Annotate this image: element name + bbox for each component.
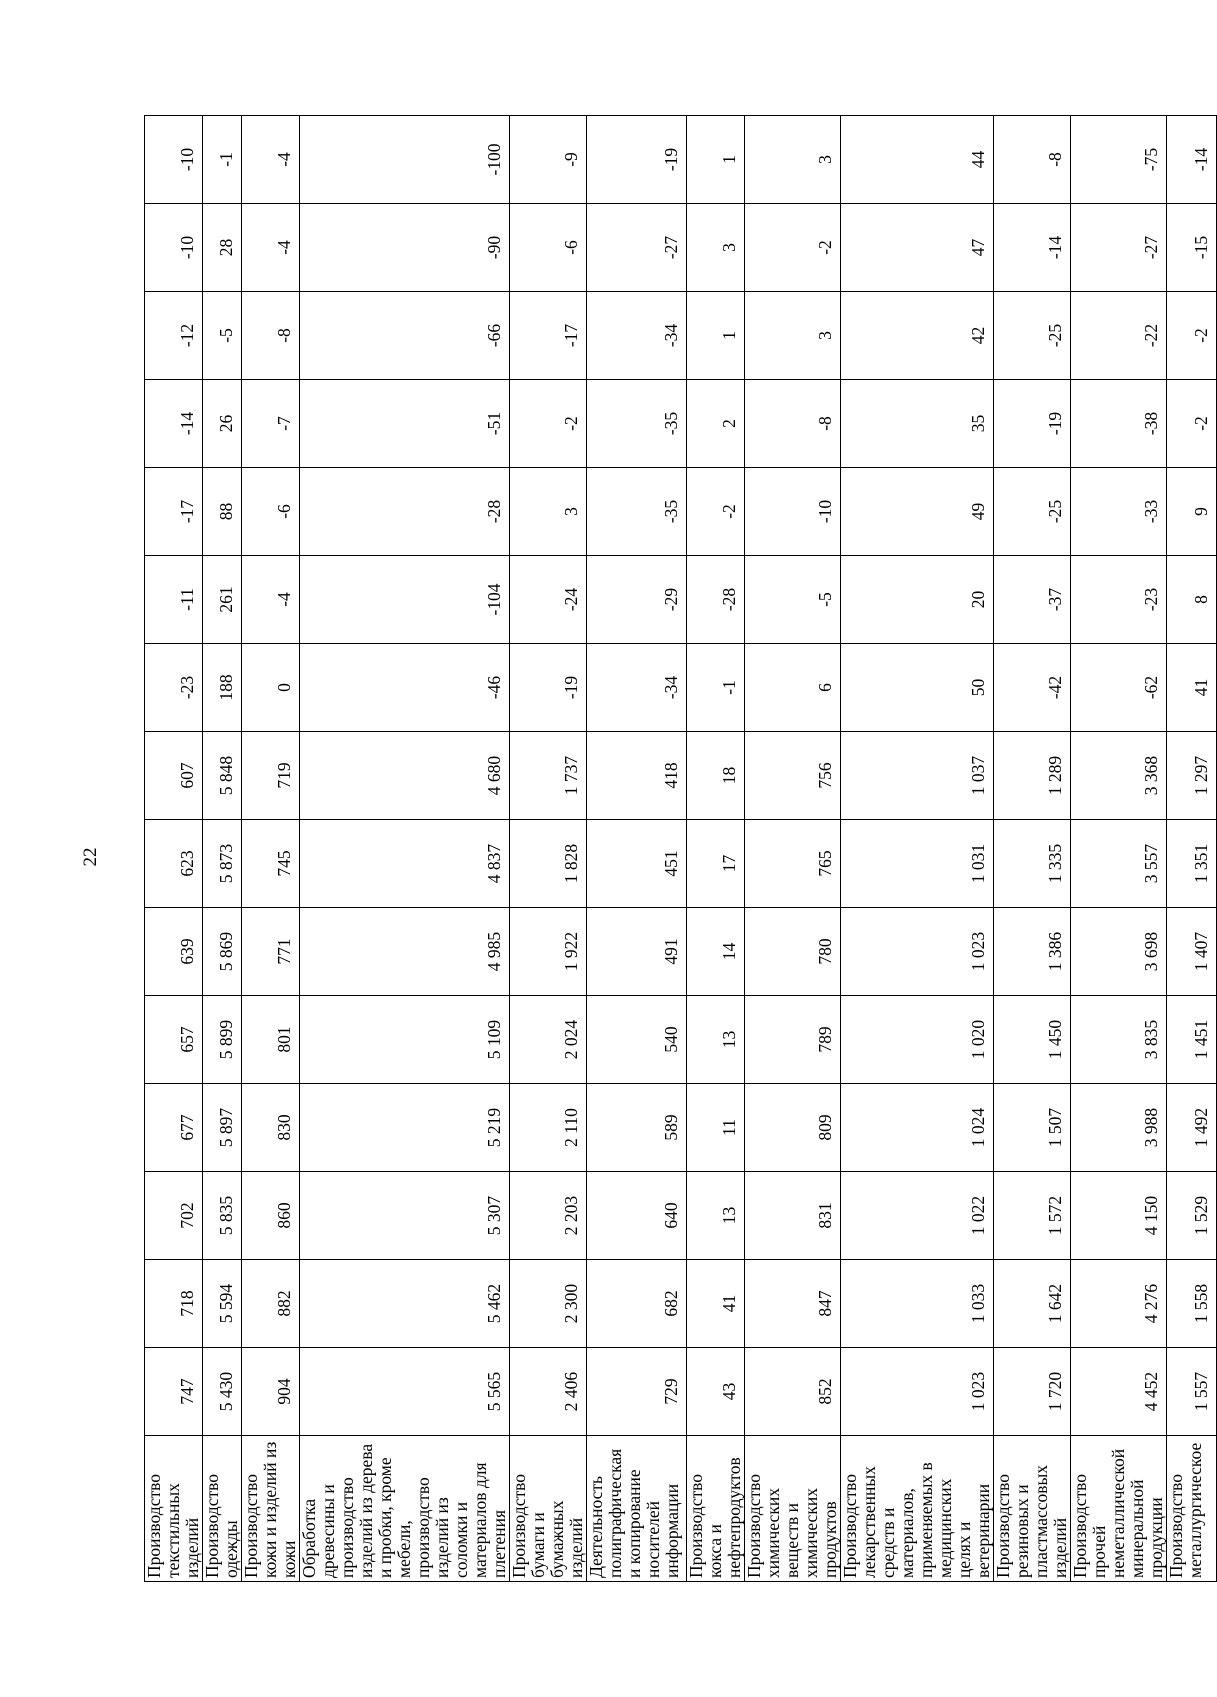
table-cell: 3 557 — [1071, 820, 1167, 908]
table-cell: 2 110 — [510, 1084, 587, 1172]
table-cell: 26 — [203, 380, 242, 468]
table-cell: 5 219 — [300, 1084, 510, 1172]
table-cell: 451 — [587, 820, 687, 908]
table-cell: 41 — [687, 1260, 745, 1348]
row-label: Производство металлургическое — [1167, 1436, 1217, 1582]
table-cell: -12 — [145, 292, 203, 380]
table-cell: 3 — [745, 116, 841, 204]
table-cell: -23 — [1071, 556, 1167, 644]
table-cell: 801 — [242, 996, 300, 1084]
table-cell: -8 — [994, 116, 1071, 204]
table-cell: 3 — [745, 292, 841, 380]
table-cell: -8 — [745, 380, 841, 468]
table-cell: -5 — [745, 556, 841, 644]
table-cell: 1 033 — [841, 1260, 994, 1348]
table-cell: -17 — [145, 468, 203, 556]
table-cell: 1 335 — [994, 820, 1071, 908]
table-row — [1071, 116, 1167, 1582]
table-cell: 28 — [203, 204, 242, 292]
table-cell: -2 — [687, 468, 745, 556]
table-cell: 5 899 — [203, 996, 242, 1084]
table-cell: 623 — [145, 820, 203, 908]
table-cell: -2 — [1167, 380, 1217, 468]
table-cell: -38 — [1071, 380, 1167, 468]
table-cell: -42 — [994, 644, 1071, 732]
table-row — [587, 116, 687, 1582]
table-cell: 5 565 — [300, 1348, 510, 1436]
table-cell: 3 — [510, 468, 587, 556]
table-cell: 607 — [145, 732, 203, 820]
table-cell: 2 — [687, 380, 745, 468]
table-cell: -25 — [994, 468, 1071, 556]
table-cell: 5 869 — [203, 908, 242, 996]
table-cell: 1 — [687, 292, 745, 380]
table-cell: -2 — [510, 380, 587, 468]
table-cell: -28 — [687, 556, 745, 644]
table-cell: 17 — [687, 820, 745, 908]
table-cell: 41 — [1167, 644, 1217, 732]
table-cell: 5 462 — [300, 1260, 510, 1348]
table-cell: 882 — [242, 1260, 300, 1348]
table-cell: -11 — [145, 556, 203, 644]
row-label: Производство кожи и изделий из кожи — [242, 1436, 300, 1582]
table-cell: 49 — [841, 468, 994, 556]
table-cell: -2 — [745, 204, 841, 292]
table-cell: -51 — [300, 380, 510, 468]
table-cell: -1 — [203, 116, 242, 204]
table-cell: -17 — [510, 292, 587, 380]
table-cell: -75 — [1071, 116, 1167, 204]
table-cell: -23 — [145, 644, 203, 732]
table-cell: 1 023 — [841, 908, 994, 996]
table-cell: -34 — [587, 292, 687, 380]
table-cell: -27 — [1071, 204, 1167, 292]
table-cell: 35 — [841, 380, 994, 468]
table-cell: 719 — [242, 732, 300, 820]
table-cell: 1 720 — [994, 1348, 1071, 1436]
table-cell: 1 737 — [510, 732, 587, 820]
row-label: Производство текстильных изделий — [145, 1436, 203, 1582]
table-cell: 852 — [745, 1348, 841, 1436]
table-cell: 3 835 — [1071, 996, 1167, 1084]
table-cell: -33 — [1071, 468, 1167, 556]
table-cell: 50 — [841, 644, 994, 732]
table-cell: 657 — [145, 996, 203, 1084]
table-cell: 4 837 — [300, 820, 510, 908]
page-number: 22 — [80, 847, 101, 867]
table-row — [745, 116, 841, 1582]
table-cell: -24 — [510, 556, 587, 644]
table-cell: 860 — [242, 1172, 300, 1260]
table-cell: -4 — [242, 204, 300, 292]
table-cell: -6 — [242, 468, 300, 556]
table-cell: 261 — [203, 556, 242, 644]
table-cell: -4 — [242, 556, 300, 644]
table-cell: 44 — [841, 116, 994, 204]
table-cell: 11 — [687, 1084, 745, 1172]
table-cell: 3 — [687, 204, 745, 292]
table-cell: 5 848 — [203, 732, 242, 820]
table-cell: 682 — [587, 1260, 687, 1348]
table-cell: 8 — [1167, 556, 1217, 644]
table-cell: -29 — [587, 556, 687, 644]
table-cell: 13 — [687, 1172, 745, 1260]
table-cell: -34 — [587, 644, 687, 732]
table-cell: 747 — [145, 1348, 203, 1436]
table-row — [300, 116, 510, 1582]
table-cell: 1 492 — [1167, 1084, 1217, 1172]
table-cell: -5 — [203, 292, 242, 380]
table-cell: 1 572 — [994, 1172, 1071, 1260]
table-cell: 589 — [587, 1084, 687, 1172]
table-cell: 809 — [745, 1084, 841, 1172]
table-cell: -19 — [510, 644, 587, 732]
table-cell: -14 — [1167, 116, 1217, 204]
row-label: Обработка древесины и производство изделий из дерева и пробки, кроме мебели, производство изделий из соломки и материалов для плетения — [300, 1436, 510, 1582]
table-cell: 1 828 — [510, 820, 587, 908]
table-cell: 789 — [745, 996, 841, 1084]
table-cell: 1 557 — [1167, 1348, 1217, 1436]
table-cell: 3 988 — [1071, 1084, 1167, 1172]
table-cell: -8 — [242, 292, 300, 380]
table-cell: 5 430 — [203, 1348, 242, 1436]
table-cell: 1 450 — [994, 996, 1071, 1084]
table-cell: 4 985 — [300, 908, 510, 996]
table-row — [242, 116, 300, 1582]
table-cell: 1 297 — [1167, 732, 1217, 820]
table-cell: 1 922 — [510, 908, 587, 996]
table-cell: 5 109 — [300, 996, 510, 1084]
table-cell: -37 — [994, 556, 1071, 644]
table-cell: 20 — [841, 556, 994, 644]
table-cell: 1 289 — [994, 732, 1071, 820]
table-cell: 2 406 — [510, 1348, 587, 1436]
table-cell: 729 — [587, 1348, 687, 1436]
table-cell: 5 594 — [203, 1260, 242, 1348]
table-cell: -15 — [1167, 204, 1217, 292]
row-label: Производство резиновых и пластмассовых изделий — [994, 1436, 1071, 1582]
table-cell: 47 — [841, 204, 994, 292]
table-cell: 1 407 — [1167, 908, 1217, 996]
table-row — [510, 116, 587, 1582]
table-cell: 756 — [745, 732, 841, 820]
table-cell: 491 — [587, 908, 687, 996]
table-cell: 640 — [587, 1172, 687, 1260]
table-row — [841, 116, 994, 1582]
table-cell: -7 — [242, 380, 300, 468]
table-cell: -4 — [242, 116, 300, 204]
table-cell: -1 — [687, 644, 745, 732]
table-cell: 42 — [841, 292, 994, 380]
table-row — [203, 116, 242, 1582]
table-cell: -10 — [745, 468, 841, 556]
row-label: Производство химических веществ и химических продуктов — [745, 1436, 841, 1582]
table-row — [994, 116, 1071, 1582]
table-cell: 4 150 — [1071, 1172, 1167, 1260]
table-cell: 780 — [745, 908, 841, 996]
table-cell: -9 — [510, 116, 587, 204]
table-cell: 43 — [687, 1348, 745, 1436]
table-cell: 1 037 — [841, 732, 994, 820]
table-cell: 14 — [687, 908, 745, 996]
row-label: Производство лекарственных средств и материалов, применяемых в медицинских целях и ветеринарии — [841, 1436, 994, 1582]
table-cell: -14 — [145, 380, 203, 468]
table-cell: 1 507 — [994, 1084, 1071, 1172]
table-cell: 9 — [1167, 468, 1217, 556]
table-cell: 765 — [745, 820, 841, 908]
table-cell: 13 — [687, 996, 745, 1084]
table-cell: 1 351 — [1167, 820, 1217, 908]
table-cell: 540 — [587, 996, 687, 1084]
table-cell: 5 307 — [300, 1172, 510, 1260]
table-cell: -27 — [587, 204, 687, 292]
table-cell: 2 300 — [510, 1260, 587, 1348]
table-cell: 1 451 — [1167, 996, 1217, 1084]
table-cell: 1 529 — [1167, 1172, 1217, 1260]
table-cell: -2 — [1167, 292, 1217, 380]
table-cell: 1 031 — [841, 820, 994, 908]
table-row — [687, 116, 745, 1582]
table-row — [1167, 116, 1217, 1582]
table-cell: 2 203 — [510, 1172, 587, 1260]
table-cell: 5 835 — [203, 1172, 242, 1260]
table-cell: -6 — [510, 204, 587, 292]
row-label: Производство прочей неметаллической минеральной продукции — [1071, 1436, 1167, 1582]
table-cell: -10 — [145, 204, 203, 292]
row-label: Производство одежды — [203, 1436, 242, 1582]
table-cell: 188 — [203, 644, 242, 732]
table-cell: 771 — [242, 908, 300, 996]
table-cell: 4 680 — [300, 732, 510, 820]
table-cell: 1 022 — [841, 1172, 994, 1260]
table-cell: 904 — [242, 1348, 300, 1436]
table-cell: 745 — [242, 820, 300, 908]
table-cell: 88 — [203, 468, 242, 556]
table-cell: -19 — [994, 380, 1071, 468]
table-cell: 831 — [745, 1172, 841, 1260]
table-cell: 2 024 — [510, 996, 587, 1084]
table-cell: 702 — [145, 1172, 203, 1260]
table-cell: 1 024 — [841, 1084, 994, 1172]
row-label: Деятельность полиграфическая и копирование носителей информации — [587, 1436, 687, 1582]
table-cell: -35 — [587, 468, 687, 556]
table-cell: -90 — [300, 204, 510, 292]
table-cell: 639 — [145, 908, 203, 996]
table-cell: 847 — [745, 1260, 841, 1348]
table-cell: -25 — [994, 292, 1071, 380]
table-cell: 18 — [687, 732, 745, 820]
table-cell: 3 698 — [1071, 908, 1167, 996]
data-table — [144, 116, 1211, 1582]
table-cell: 3 368 — [1071, 732, 1167, 820]
table-cell: 4 276 — [1071, 1260, 1167, 1348]
table-cell: -35 — [587, 380, 687, 468]
table-cell: 0 — [242, 644, 300, 732]
table-cell: 5 873 — [203, 820, 242, 908]
table-cell: -19 — [587, 116, 687, 204]
table-cell: -14 — [994, 204, 1071, 292]
table-cell: -62 — [1071, 644, 1167, 732]
table-cell: -66 — [300, 292, 510, 380]
table-cell: -104 — [300, 556, 510, 644]
table-cell: -46 — [300, 644, 510, 732]
row-label: Производство бумаги и бумажных изделий — [510, 1436, 587, 1582]
table-cell: 1 386 — [994, 908, 1071, 996]
table-cell: 1 020 — [841, 996, 994, 1084]
table-cell: -100 — [300, 116, 510, 204]
table-cell: 1 — [687, 116, 745, 204]
row-label: Производство кокса и нефтепродуктов — [687, 1436, 745, 1582]
table-cell: 1 642 — [994, 1260, 1071, 1348]
table-cell: -10 — [145, 116, 203, 204]
table-cell: 1 023 — [841, 1348, 994, 1436]
table-cell: 5 897 — [203, 1084, 242, 1172]
table-row — [145, 116, 203, 1582]
table-cell: 677 — [145, 1084, 203, 1172]
table-cell: 1 558 — [1167, 1260, 1217, 1348]
table-cell: -28 — [300, 468, 510, 556]
table-cell: 830 — [242, 1084, 300, 1172]
table-cell: 418 — [587, 732, 687, 820]
table-cell: 718 — [145, 1260, 203, 1348]
table-cell: 6 — [745, 644, 841, 732]
table-cell: -22 — [1071, 292, 1167, 380]
table-cell: 4 452 — [1071, 1348, 1167, 1436]
